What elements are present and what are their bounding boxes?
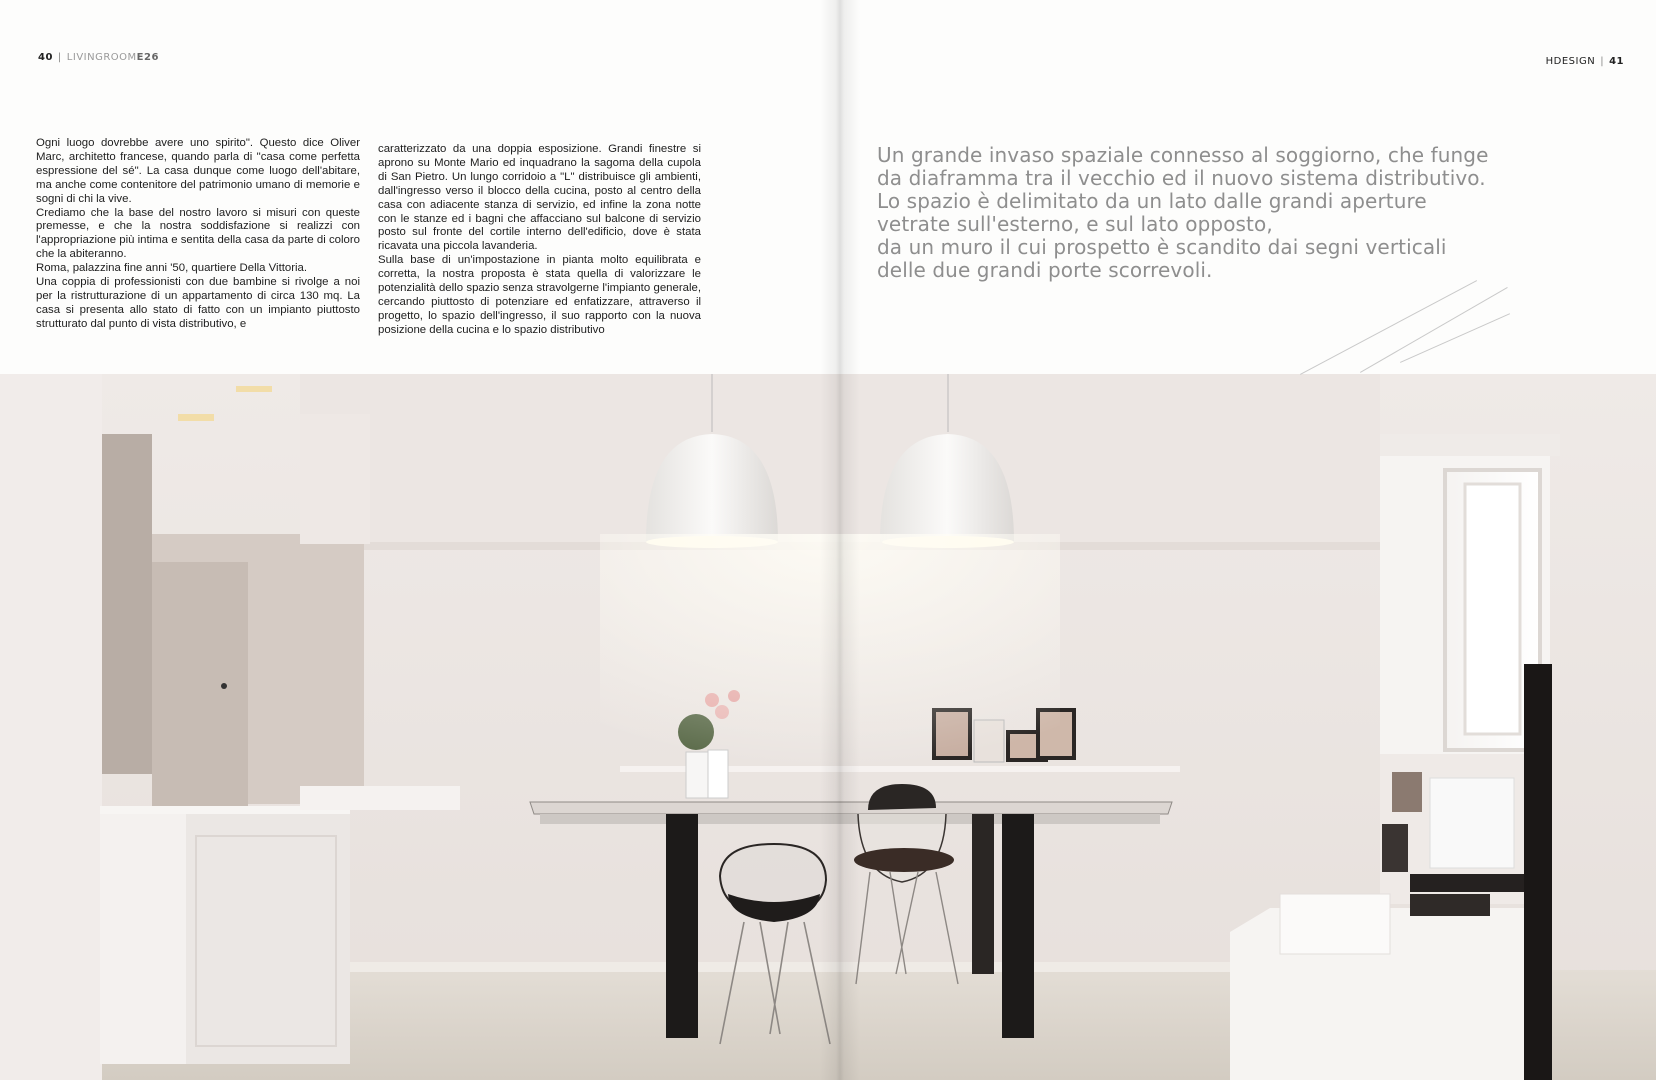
black-speaker	[1524, 664, 1552, 1080]
interior-photo	[0, 374, 1656, 1080]
table-leg	[1002, 814, 1034, 1038]
stereo	[1410, 874, 1524, 892]
paragraph: Crediamo che la base del nostro lavoro si misuri con queste premesse, e che la nostra soddisfazione si realizzi con l'appropriazione più intima e sentita della casa da parte di coloro che la abiteranno.	[36, 206, 360, 261]
paragraph: Roma, palazzina fine anni '50, quartiere Della Vittoria.	[36, 262, 308, 275]
table-leg	[666, 814, 698, 1038]
counter-back	[300, 786, 460, 810]
pull-quote-line: Un grande invaso spaziale connesso al soggiorno, che funge	[877, 143, 1489, 167]
glass-tabletop	[530, 802, 1172, 814]
stereo	[1410, 894, 1490, 916]
front-door	[152, 562, 248, 807]
books	[1382, 824, 1408, 872]
magazine-prefix: LIVINGROOM	[66, 52, 137, 63]
radiator-cover	[1430, 778, 1514, 868]
magazine-name	[67, 52, 159, 63]
section-name: HDESIGN	[1545, 56, 1596, 67]
chair-seat-pad	[854, 848, 954, 872]
left-wall	[0, 374, 102, 1080]
folio-separator: |	[1600, 56, 1605, 67]
ceiling-band	[300, 374, 1380, 544]
pull-quote-line: da diaframma tra il vecchio ed il nuovo sistema distributivo.	[877, 166, 1486, 190]
paragraph: caratterizzato da una doppia esposizione. Grandi finestre si aprono su Monte Mario ed inquadrano la sagoma della cupola di San Pietro. Un lungo corridoio a "L" distribuisce gli ambienti, dall'ingresso verso il blocco della cucina, posto al centro della casa con adiacente stanza di servizio, ed infine la zona notte con le stanze ed i bagni che affacciano sul balcone di servizio posto sul fronte del cortile interno dell'edificio, dove è stata ricavata una piccola lavanderia.	[378, 143, 701, 253]
paragraph: Ogni luogo dovrebbe avere uno spirito". Questo dice Oliver Marc, architetto francese, quando parla di "casa come perfetta espressione del sé". La casa dunque come luogo dell'abitare, ma anche come contenitore del patrimonio umano di memorie e sogni di chi la vive.	[36, 137, 360, 205]
pull-quote	[877, 144, 1517, 282]
door-knob	[221, 683, 227, 689]
table-rail	[540, 814, 1160, 824]
pull-quote-line: da un muro il cui prospetto è scandito dai segni verticali	[877, 235, 1447, 259]
books	[1392, 772, 1422, 812]
text-column-1	[36, 137, 360, 332]
island-side	[186, 814, 350, 1064]
pull-quote-line: vetrate sull'esterno, e sul lato opposto,	[877, 212, 1273, 236]
hallway-shadow	[102, 434, 152, 774]
low-cabinet	[1280, 894, 1390, 954]
table-leg	[972, 814, 994, 974]
baseboard	[340, 962, 1340, 972]
paragraph: Sulla base di un'impostazione in pianta molto equilibrata e corretta, la nostra proposta è stata quella di valorizzare le potenzialità dello spazio senza stravolgerne l'impianto generale, cercando piuttosto di potenziare ed enfatizzare, attraverso il progetto, lo spazio dell'ingresso, il suo rapporto con la nuova posizione della cucina e lo spazio distributivo	[378, 254, 701, 336]
folio-separator: |	[57, 52, 62, 63]
window-pane	[1465, 484, 1520, 734]
pull-quote-line: delle due grandi porte scorrevoli.	[877, 258, 1213, 282]
ceiling-spotlight	[236, 386, 272, 392]
entry-partition	[300, 414, 370, 544]
light-wash	[600, 534, 1060, 794]
dining-room-photo	[0, 374, 1656, 1080]
left-folio	[38, 52, 159, 63]
right-page-number: 41	[1609, 56, 1624, 67]
left-page-number: 40	[38, 52, 53, 63]
magazine-issue: E26	[136, 52, 159, 63]
ceiling-spotlight	[178, 414, 214, 421]
paragraph: Una coppia di professionisti con due bambine si rivolge a noi per la ristrutturazione di un appartamento di circa 130 mq. La casa si presenta allo stato di fatto con un impianto piuttosto strutturato dal punto di vista distributivo, e	[36, 276, 360, 330]
text-column-2	[378, 143, 701, 338]
pull-quote-line: Lo spazio è delimitato da un lato dalle grandi aperture	[877, 189, 1427, 213]
window-header	[1380, 434, 1560, 456]
right-folio	[1546, 56, 1624, 67]
